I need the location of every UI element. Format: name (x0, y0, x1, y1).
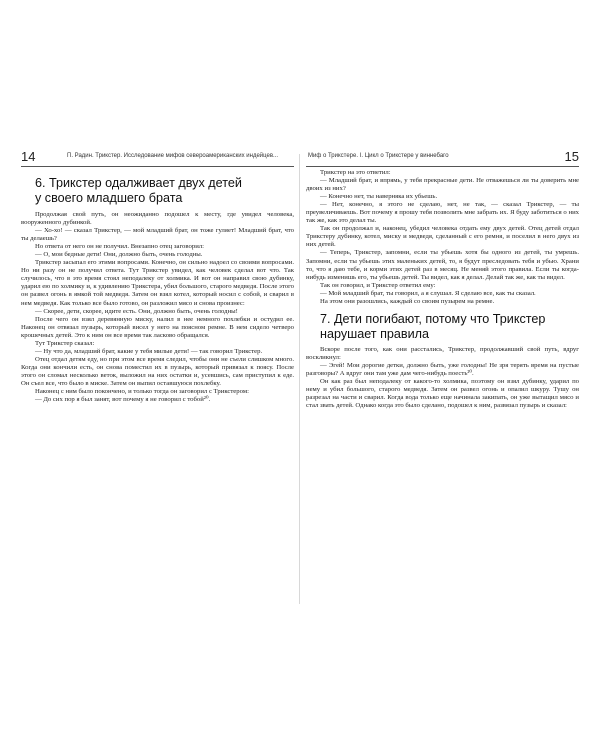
left-page-body (21, 211, 294, 404)
paragraph: — Ну что да, младший брат, какие у тебя милые дети! — так говорил Трикстер. (35, 347, 263, 355)
right-page-header (306, 148, 579, 167)
paragraph: Трикстер на это ответил: (320, 169, 391, 176)
chapter-title-6-line-1: 6. Трикстер одалживает двух детей (35, 176, 242, 190)
paragraph: — Хо-хо! — сказал Трикстер, — мой младший брат, он тоже гуляет! Младший брат, что ты делаешь? (21, 227, 294, 243)
paragraph: — До сих пор я был занят, вот почему я не говорил с тобой²⁰. (35, 396, 211, 404)
paragraph: Наконец с ним было покончено, и только тогда он заговорил с Трикстером: (35, 388, 249, 396)
right-page (306, 148, 579, 610)
paragraph: Так он продолжал и, наконец, убедил человека отдать ему двух детей. Отец детей отдал Трикстеру дубинку, котел, миску и медведя, сделанный с его ремня, и поселил в него двух из них детей. (306, 225, 579, 249)
paragraph: Отец отдал детям еду, но при этом все время следил, чтобы они не съели слишком много. Когда они кончили есть, он снова поместил их в пузырь, который привязал к поясу. После этого он сломал несколько веток, выложил на них остатки и, усевшись, сам приступил к еде. Он съел все, что было в миске. Затем он выпил оставшуюся похлебку. (21, 355, 294, 387)
paragraph: После чего он взял деревянную миску, налил в нее немного похлебки и остудил ее. Наконец он отвязал пузырь, который висел у него на поясном ремне. В нем сидело четверо крошечных детей. Это к ним он все время так ласково обращался. (21, 315, 294, 339)
left-page-header (21, 148, 294, 167)
paragraph: Он как раз был неподалеку от какого-то холмика, поэтому он взял дубинку, ударил по нему и убил большого, старого медведя. Затем он развел огонь и опалил шкуру. Тушу он разрезал на части и сварил. Когда вода только еще начинала закипать, он уже вытащил мясо и стал звать детей. Однако когда это было сделано, подошел к ним, развязал пузырь и сказал: (306, 377, 579, 410)
paragraph: Продолжая свой путь, он неожиданно подошел к месту, где увидел человека, вооруженного дубинкой. (21, 211, 294, 227)
chapter-title-6 (35, 176, 294, 206)
page-number-right: 15 (564, 149, 579, 164)
paragraph: — О, мои бедные дети! Они, должно быть, очень голодны. (35, 251, 203, 259)
right-page-body-top (306, 169, 579, 306)
left-page (21, 148, 294, 610)
paragraph: На этом они разошлись, каждый со своим пузырем на ремне. (320, 297, 495, 305)
page-gutter (299, 154, 300, 604)
running-head-left: П. Радин. Трикстер. Исследование мифов североамериканских индейцев... (67, 153, 279, 159)
paragraph: — Младший брат, и впрямь, у тебя прекрасные дети. Не отважешься ли ты доверить мне двоих из них? (306, 177, 579, 193)
chapter-title-7-line-2: нарушает правила (320, 326, 429, 341)
page-number-left: 14 (21, 149, 36, 164)
paragraph: — Эгей! Мои дорогие детки, должно быть, уже голодны! Не зря терять время на пустые разговоры? А вдруг они там уже дам чего-нибудь поесть²⁰. (306, 361, 579, 377)
paragraph: — Мой младший брат, ты говорил, а я слушал. Я сделаю все, как ты сказал. (320, 289, 536, 297)
paragraph: Так он говорил, и Трикстер ответил ему: (320, 281, 436, 289)
paragraph: Тут Трикстер сказал: (35, 339, 95, 347)
book-spread (21, 148, 579, 610)
paragraph: Трикстер засыпал его этими вопросами. Конечно, он сильно надоел со своими вопросами. Но ни разу он не получил ответа. Тут Трикстер увидел, как человек сделал вот что. Так случилось, что в это время стоял неподалеку от холмика. И вот он направил свою дубинку, ударил ею по холмику и, к удивлению Трикстера, убил большого, старого медведя. После этого он развел огонь в ямкой той медведя. Затем он взял котел, который носил с собой, и сварил в нем медведя. Как только все было готово, он разложил мясо и снова произнес: (21, 259, 294, 307)
chapter-title-7-line-1: 7. Дети погибают, потому что Трикстер (320, 311, 546, 326)
paragraph: — Теперь, Трикстер, запомни, если ты убьешь хотя бы одного из детей, ты умрешь. Запомни, если ты убьешь этих маленьких детей, то, я будут преследовать тебя и убью. Храни то, что я даю тебе, и корми этих детей раз в месяц. Не меняй этого правила. Если ты когда-нибудь изменишь его, ты убьешь детей. Ты видел, как я делал. Делай так же, как ты видел. (306, 249, 579, 281)
paragraph: — Скорее, дети, скорее, идите есть. Они, должно быть, очень голодны! (35, 307, 238, 315)
right-page-body-bottom (306, 346, 579, 410)
chapter-title-7 (320, 312, 579, 342)
paragraph: — Нет, конечно, я этого не сделаю, нет, не так, — сказал Трикстер, — ты преувеличиваешь. Вот почему я прошу тебя позволить мне забрать их. Я буду заботиться о них так же, как это делал ты. (306, 201, 579, 225)
paragraph: Но ответа от него он не получил. Внезапно отец заговорил: (35, 243, 204, 251)
running-head-right: Миф о Трикстере. I. Цикл о Трикстере у виннебаго (308, 153, 449, 159)
paragraph: Вскоре после того, как они расстались, Трикстер, продолжавший свой путь, вдруг воскликнул: (306, 345, 579, 361)
paragraph: — Конечно нет, ты наверняка их убьешь. (320, 193, 438, 201)
chapter-title-6-line-2: у своего младшего брата (35, 191, 183, 205)
